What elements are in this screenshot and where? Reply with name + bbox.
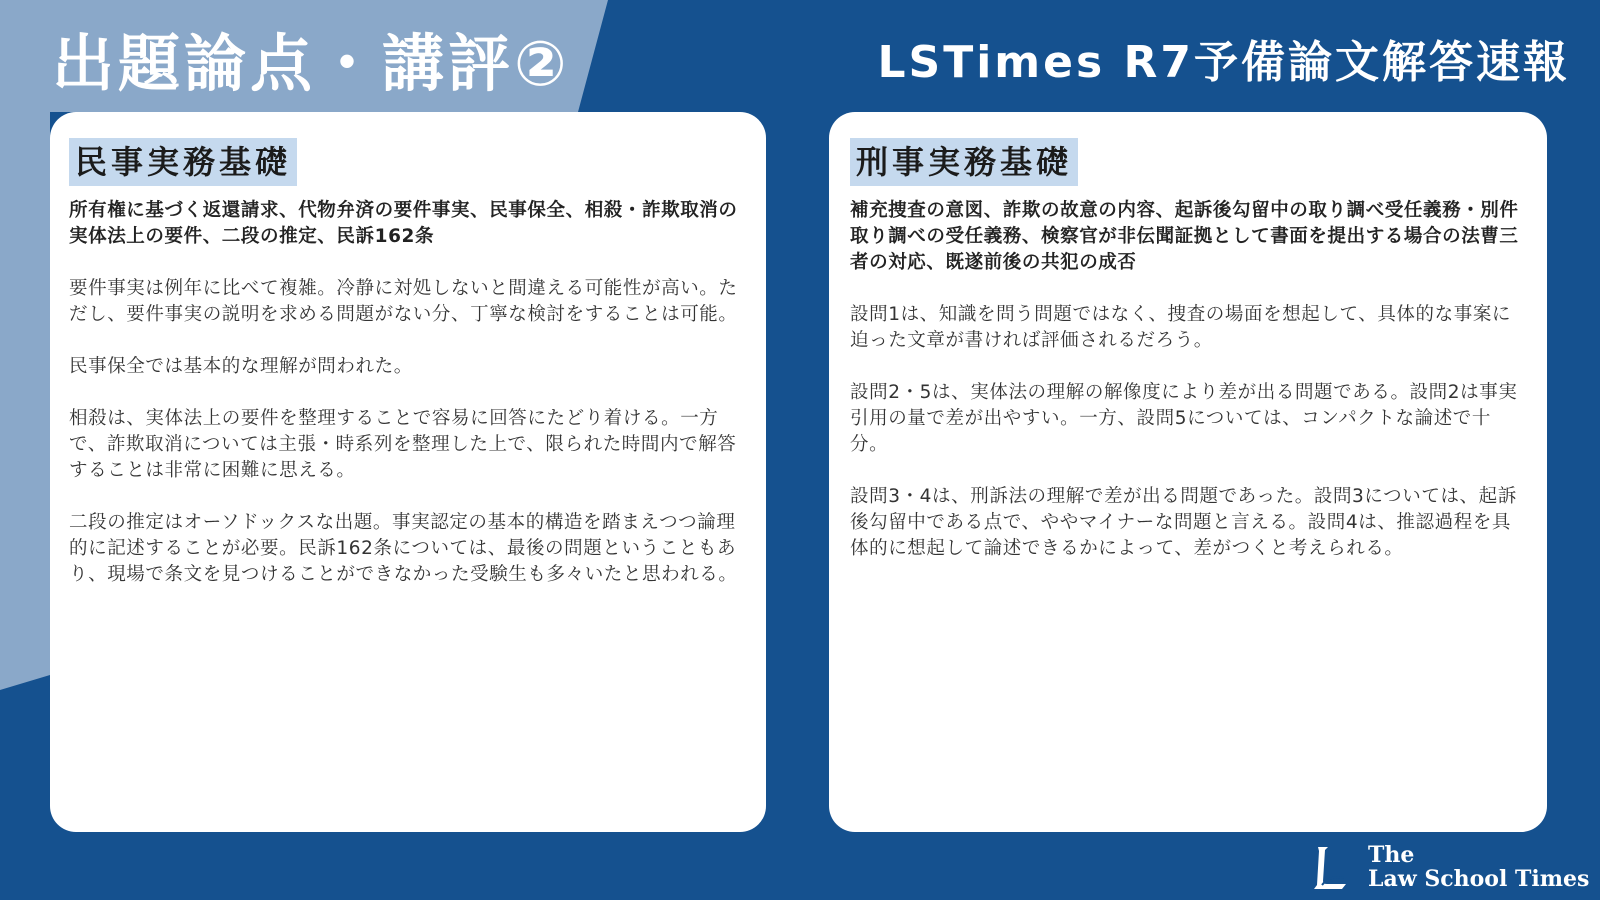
topics-text: 所有権に基づく返還請求、代物弁済の要件事実、民事保全、相殺・詐欺取消の実体法上の要件、二段の推定、民訴162条 <box>69 200 738 247</box>
commentary-paragraph: 民事保全では基本的な理解が問われた。 <box>69 356 413 377</box>
civil-practice-panel <box>50 112 766 832</box>
law-school-times-logo <box>1310 842 1590 893</box>
logo-text <box>1368 843 1589 891</box>
commentary-paragraph: 二段の推定はオーソドックスな出題。事実認定の基本的構造を踏まえつつ論理的に記述することが必要。民訴162条については、最後の問題ということもあり、現場で条文を見つけることができなかった受験生も多々いたと思われる。 <box>69 512 738 585</box>
logo-line-1: The <box>1368 842 1415 868</box>
commentary-paragraph: 設問3・4は、刑訴法の理解で差が出る問題であった。設問3については、起訴後勾留中である点で、ややマイナーな問題と言える。設問4は、推認過程を具体的に想起して論述できるかによって、差がつくと考えられる。 <box>850 486 1517 559</box>
commentary-paragraph: 設問1は、知識を問う問題ではなく、捜査の場面を想起して、具体的な事案に迫った文章が書ければ評価されるだろう。 <box>850 304 1512 351</box>
law-school-times-logo-icon <box>1310 845 1350 891</box>
commentary-paragraph: 要件事実は例年に比べて複雑。冷静に対処しないと間違える可能性が高い。ただし、要件事実の説明を求める問題がない分、丁寧な検討をすることは可能。 <box>69 278 738 325</box>
criminal-practice-panel <box>829 112 1547 832</box>
logo-line-2: Law School Times <box>1368 866 1590 892</box>
header-subtitle: LSTimes R7予備論文解答速報 <box>877 37 1570 88</box>
topics-text: 補充捜査の意図、詐欺の故意の内容、起訴後勾留中の取り調べ受任義務・別件取り調べの受任義務、検察官が非伝聞証拠として書面を提出する場合の法曹三者の対応、既遂前後の共犯の成否 <box>850 200 1519 273</box>
page-title: 出題論点・講評② <box>52 27 571 100</box>
panel-heading: 民事実務基礎 <box>69 138 297 186</box>
commentary-paragraph: 相殺は、実体法上の要件を整理することで容易に回答にたどり着ける。一方で、詐欺取消については主張・時系列を整理した上で、限られた時間内で解答することは非常に困難に思える。 <box>69 408 737 481</box>
commentary-paragraph: 設問2・5は、実体法の理解の解像度により差が出る問題である。設問2は事実引用の量で差が出やすい。一方、設問5については、コンパクトな論述で十分。 <box>850 382 1518 455</box>
panel-heading: 刑事実務基礎 <box>850 138 1078 186</box>
